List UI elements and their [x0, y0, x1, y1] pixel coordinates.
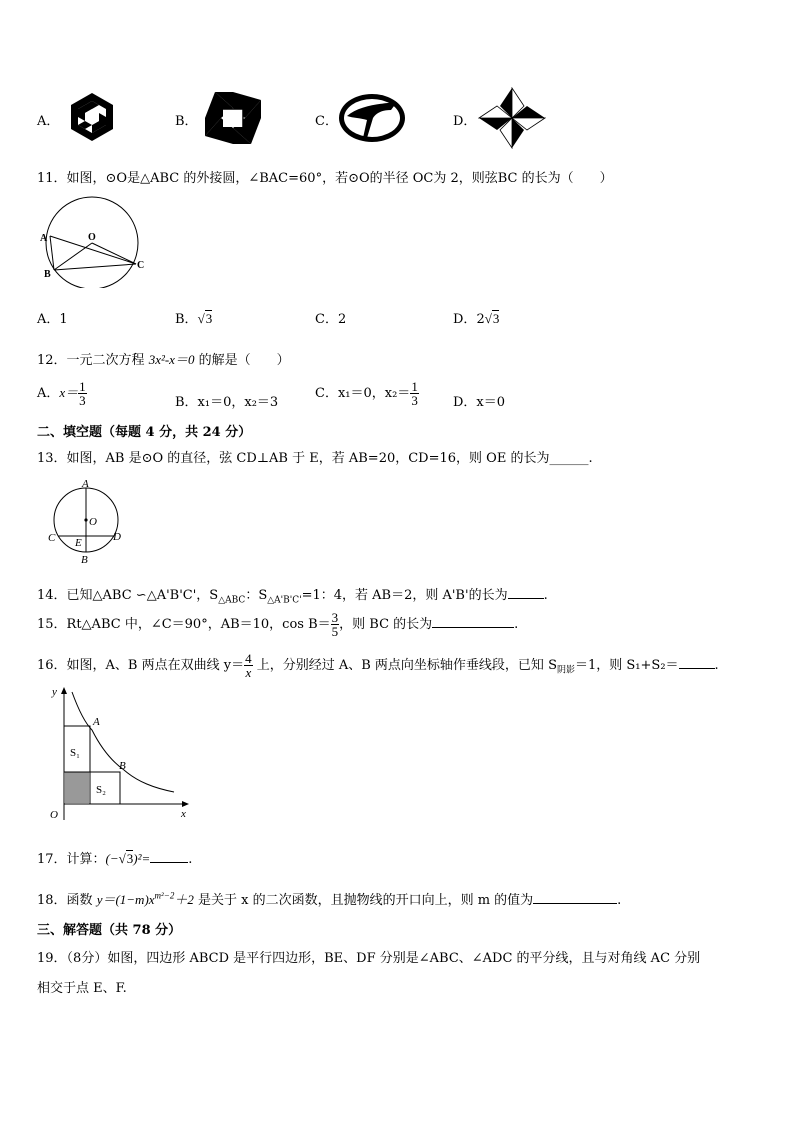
option-letter: D．: [453, 114, 477, 129]
option-letter: C．: [315, 114, 338, 129]
answer-blank[interactable]: [533, 891, 617, 904]
q11-stem: 11．如图，⊙O是△ABC 的外接圆，∠BAC=60°，若⊙O的半径 OC为 2，则弦BC 的长为（ ）: [37, 171, 613, 186]
option-letter: A．: [37, 114, 60, 129]
label-a: A: [93, 716, 100, 728]
q12-option-b: B．x₁＝0，x₂＝3: [175, 395, 279, 410]
oval-wing-logo-icon: [337, 92, 407, 144]
q10-option-d: [453, 110, 476, 129]
answer-blank[interactable]: [508, 586, 544, 599]
q13-circle-figure: [44, 476, 130, 568]
q10-option-b: [175, 110, 198, 129]
section-3-heading: 三、解答题（共 78 分）: [37, 923, 182, 938]
section-2-heading: 二、填空题（每题 4 分，共 24 分）: [37, 425, 252, 440]
q11-option-d: D．2√3: [453, 311, 500, 327]
q16-stem: 16．如图，A、B 两点在双曲线 y＝ $\frac{4}{x}$ 上，分别经过 A、B 两点向坐标轴作垂线段，已知 $S_{阴影}=1$，则 S₁+S₂＝ .: [37, 651, 719, 680]
q12-stem: 12．一元二次方程 3x²-x＝0 的解是（ ）: [37, 352, 290, 368]
label-s2: S₂: [96, 784, 106, 796]
label-a: A: [82, 478, 89, 490]
label-y: y: [52, 686, 57, 698]
label-o: O: [88, 232, 96, 243]
q10-option-c: [315, 110, 338, 129]
q12-option-a: A．x＝ $\frac{1}{3}$: [37, 379, 86, 408]
label-b: B: [81, 554, 88, 566]
q17-stem: 17．计算：(−√3)²= .: [37, 851, 193, 867]
answer-blank[interactable]: [432, 615, 514, 628]
label-a: A: [40, 233, 48, 244]
answer-blank[interactable]: [679, 656, 715, 669]
four-triangle-pinwheel-icon: [478, 87, 546, 149]
label-s1: S₁: [70, 747, 80, 759]
q11-circle-figure: [36, 194, 148, 288]
label-d: D: [113, 531, 121, 543]
q18-stem: 18．函数 $y=(1-m)x^{m^2-2}+2$ 是关于 x 的二次函数，且抛物线的开口向上，则 m 的值为 .: [37, 890, 622, 908]
q10-option-a: [37, 110, 59, 129]
hexagon-spiral-logo-icon: [66, 91, 118, 143]
label-x: x: [181, 808, 186, 820]
q19-line-1: 19．（8分）如图，四边形 ABCD 是平行四边形，BE、DF 分别是∠ABC、∠ADC 的平分线，且与对角线 AC 分别: [37, 951, 701, 966]
label-e: E: [75, 537, 82, 549]
label-o: O: [89, 516, 97, 528]
q12-option-c: C．x₁＝0，x₂＝ $\frac{1}{3}$: [315, 379, 418, 408]
q14-stem: 14．已知△ABC ∽△A'B'C'，$S_{\triangle ABC}$：$S_{\triangle A'B'C'}=1$：4，若 AB＝2，则 A'B'的长为 .: [37, 588, 548, 606]
q11-option-c: C．2: [315, 312, 347, 327]
label-c: C: [137, 260, 145, 271]
q13-stem: 13．如图，AB 是⊙O 的直径，弦 CD⊥AB 于 E，若 AB=20，CD=16，则 OE 的长为______.: [37, 451, 593, 466]
label-c: C: [48, 532, 56, 544]
q19-line-2: 相交于点 E、F.: [37, 981, 127, 996]
q15-stem: 15．Rt△ABC 中，∠C＝90°，AB＝10，cos B＝ $\frac{3}{5}$ ，则 BC 的长为 .: [37, 610, 519, 639]
label-o: O: [50, 809, 58, 821]
square-pinwheel-logo-icon: [203, 90, 263, 146]
q11-option-b: B．√3: [175, 311, 213, 327]
label-b: B: [44, 269, 51, 280]
q12-option-d: D．x＝0: [453, 395, 506, 410]
option-letter: B．: [175, 114, 198, 129]
answer-blank[interactable]: [150, 850, 188, 863]
q16-hyperbola-figure: [34, 684, 196, 824]
label-b: B: [119, 760, 126, 772]
q11-option-a: A．1: [37, 312, 68, 327]
